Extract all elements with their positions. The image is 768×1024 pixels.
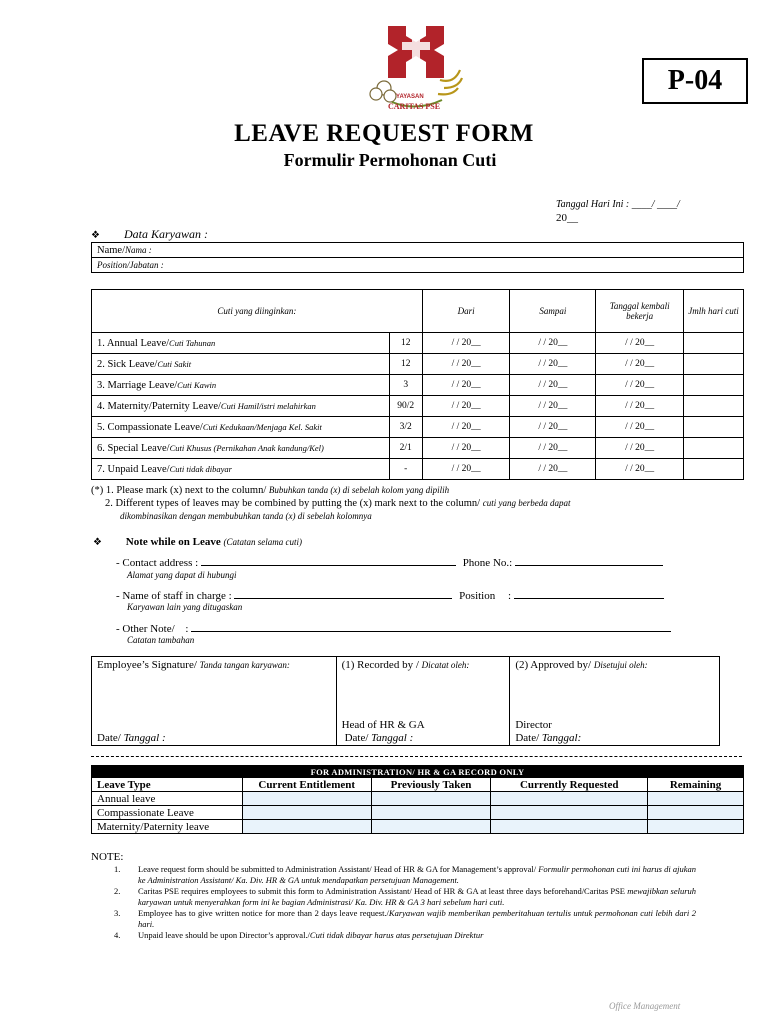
recorded-date-label: Date/ — [344, 732, 369, 744]
leave-type-id: Cuti Tahunan — [169, 337, 216, 348]
to-date-cell[interactable]: / / 20__ — [510, 417, 596, 438]
approved-by-label-id: Disetujui oleh: — [593, 660, 648, 670]
return-date-cell[interactable]: / / 20__ — [596, 375, 684, 396]
employee-section-label: Data Karyawan : — [124, 227, 208, 241]
employee-date-label-id: Tanggal : — [123, 732, 166, 744]
notes-list — [114, 864, 696, 941]
from-date-cell[interactable]: / / 20__ — [422, 459, 510, 480]
admin-row-label: Annual leave — [92, 792, 243, 806]
leave-type-label — [92, 354, 390, 375]
other-note-colon: : — [185, 623, 189, 635]
return-date-cell[interactable]: / / 20__ — [596, 459, 684, 480]
note-while-on-leave-heading — [93, 536, 302, 548]
note-text: Leave request form should be submitted to Administration Assistant/ Head of HR & GA for Management’s approval/ — [138, 864, 539, 874]
notes-title: NOTE: — [91, 851, 124, 863]
approved-date-label-id: Tanggal: — [541, 732, 582, 744]
contact-address-input[interactable] — [201, 555, 456, 566]
approved-by-box[interactable] — [510, 657, 720, 746]
instruction-2-id: cuti yang berbeda dapat — [482, 498, 571, 508]
position-field[interactable] — [92, 258, 744, 273]
leave-quota: 2/1 — [389, 438, 422, 459]
leave-type-en: 1. Annual Leave/ — [97, 337, 170, 349]
leave-type-id: Cuti Hamil/istri melahirkan — [220, 400, 316, 411]
phone-label: Phone No.: — [462, 557, 513, 569]
note-text: Unpaid leave should be upon Director’s approval./ — [138, 930, 310, 940]
position-colon: : — [508, 590, 512, 602]
header-return: Tanggal kembali bekerja — [596, 290, 684, 333]
list-item — [114, 886, 696, 907]
to-date-cell[interactable]: / / 20__ — [510, 459, 596, 480]
header-from: Dari — [422, 290, 510, 333]
signature-table — [91, 656, 720, 746]
leave-quota: - — [389, 459, 422, 480]
list-item — [114, 930, 696, 941]
logo-text-top: YAYASAN — [396, 94, 424, 100]
days-cell[interactable] — [684, 333, 744, 354]
admin-header-currently-requested: Currently Requested — [491, 778, 648, 792]
marking-instructions — [91, 484, 751, 523]
list-item — [114, 864, 696, 885]
employee-signature-box[interactable] — [92, 657, 337, 746]
remaining-cell[interactable] — [648, 820, 744, 834]
form-code-box: P-04 — [642, 58, 748, 104]
admin-row-label: Compassionate Leave — [92, 806, 243, 820]
leave-type-label — [92, 333, 390, 354]
from-date-cell[interactable]: / / 20__ — [422, 333, 510, 354]
table-row — [92, 375, 744, 396]
table-row — [92, 438, 744, 459]
instruction-2: 2. Different types of leaves may be combined by putting the (x) mark next to the column/ — [105, 498, 481, 509]
employee-signature-label: Employee’s Signature/ — [97, 659, 197, 671]
table-row — [92, 820, 744, 834]
from-date-cell[interactable]: / / 20__ — [422, 417, 510, 438]
from-date-cell[interactable]: / / 20__ — [422, 396, 510, 417]
entitlement-cell[interactable] — [242, 820, 371, 834]
leave-type-en: 2. Sick Leave/ — [97, 358, 158, 370]
admin-header-leave-type: Leave Type — [92, 778, 243, 792]
other-note-sub: Catatan tambahan — [127, 635, 195, 645]
staff-in-charge-row — [116, 588, 664, 602]
admin-banner: FOR ADMINISTRATION/ HR & GA RECORD ONLY — [92, 766, 744, 778]
to-date-cell[interactable]: / / 20__ — [510, 438, 596, 459]
table-row — [92, 396, 744, 417]
note-number: 1. — [114, 864, 121, 874]
employee-signature-label-id: Tanda tangan karyawan: — [199, 660, 290, 670]
admin-row-label: Maternity/Paternity leave — [92, 820, 243, 834]
admin-record-table — [91, 765, 744, 834]
leave-table-header — [92, 290, 744, 333]
table-row — [92, 354, 744, 375]
header-days: Jmlh hari cuti — [684, 290, 744, 333]
note-while-title: Note while on Leave — [125, 536, 221, 548]
leave-quota: 90/2 — [389, 396, 422, 417]
currently-requested-cell[interactable] — [491, 792, 648, 806]
approved-by-label: (2) Approved by/ — [515, 659, 592, 671]
recorded-by-box[interactable] — [336, 657, 510, 746]
note-text-id: Karyawan wajib memberikan pemberitahuan tertulis untuk permohonan cuti lebih dari 2 hari. — [138, 908, 697, 929]
return-date-cell[interactable]: / / 20__ — [596, 354, 684, 375]
to-date-cell[interactable]: / / 20__ — [510, 354, 596, 375]
date-today-year[interactable]: 20__ — [556, 212, 578, 224]
note-number: 2. — [114, 886, 121, 896]
staff-in-charge-input[interactable] — [234, 588, 452, 599]
cut-line-divider — [91, 756, 742, 757]
note-while-title-id: (Catatan selama cuti) — [223, 537, 303, 547]
other-note-label: - Other Note/ — [116, 623, 175, 635]
leave-type-label — [92, 459, 390, 480]
other-note-row — [116, 621, 671, 635]
currently-requested-cell[interactable] — [491, 806, 648, 820]
admin-header-remaining: Remaining — [648, 778, 744, 792]
caritas-logo — [362, 22, 470, 122]
phone-input[interactable] — [515, 555, 663, 566]
remaining-cell[interactable] — [648, 792, 744, 806]
recorded-by-label: (1) Recorded by / — [341, 659, 419, 671]
note-number: 4. — [114, 930, 121, 940]
employee-section-heading — [91, 227, 208, 242]
other-note-input[interactable] — [191, 621, 671, 632]
position-label: Position/Jabatan : — [97, 259, 164, 270]
employee-date-label: Date/ — [97, 732, 121, 744]
instruction-1-id: Bubuhkan tanda (x) di sebelah kolom yang dipilih — [268, 485, 450, 495]
leave-type-label — [92, 375, 390, 396]
leave-type-label — [92, 417, 390, 438]
name-field[interactable] — [92, 243, 744, 258]
leave-quota: 12 — [389, 354, 422, 375]
header-to: Sampai — [510, 290, 596, 333]
entitlement-cell[interactable] — [242, 792, 371, 806]
previously-taken-cell[interactable] — [371, 806, 491, 820]
days-cell[interactable] — [684, 438, 744, 459]
page-title: LEAVE REQUEST FORM — [234, 120, 534, 147]
days-cell[interactable] — [684, 459, 744, 480]
leave-type-en: 5. Compassionate Leave/ — [97, 421, 203, 433]
leave-type-id: Cuti Khusus (Pernikahan Anak kandung/Kel) — [169, 442, 324, 453]
from-date-cell[interactable]: / / 20__ — [422, 375, 510, 396]
to-date-cell[interactable]: / / 20__ — [510, 375, 596, 396]
leave-type-id: Cuti Kawin — [177, 379, 217, 390]
name-label-id: Nama : — [125, 244, 152, 255]
leave-type-label — [92, 438, 390, 459]
table-row — [92, 459, 744, 480]
instruction-1: (*) 1. Please mark (x) next to the column/ — [91, 485, 267, 496]
note-text-id: Cuti tidak dibayar harus atas persetujuan Direktur — [309, 930, 484, 940]
admin-header-entitlement: Current Entitlement — [242, 778, 371, 792]
footer-label: Office Management — [609, 1001, 681, 1011]
leave-type-en: 3. Marriage Leave/ — [97, 379, 178, 391]
previously-taken-cell[interactable] — [371, 792, 491, 806]
note-text-id: Formulir permohonan cuti ini harus di ajukan ke Administration Assistant/ Ka. Div. HR & GA untuk mendapatkan persetujuan Management. — [138, 864, 696, 885]
leave-quota: 3/2 — [389, 417, 422, 438]
employee-data-box — [91, 242, 744, 273]
leave-type-en: 7. Unpaid Leave/ — [97, 463, 170, 475]
table-row — [92, 792, 744, 806]
approved-date-label: Date/ — [515, 732, 540, 744]
contact-address-sub: Alamat yang dapat di hubungi — [127, 570, 237, 580]
to-date-cell[interactable]: / / 20__ — [510, 333, 596, 354]
recorded-date-label-id: Tanggal : — [371, 732, 414, 744]
header-leave-type: Cuti yang diinginkan: — [92, 290, 423, 333]
note-number: 3. — [114, 908, 121, 918]
admin-header-previously-taken: Previously Taken — [371, 778, 491, 792]
note-text-id: mewajibkan seluruh karyawan untuk menyerahkan form ini ke bagian Administrasi/ Ka. Div. HR & GA 3 hari sebelum hari cuti. — [138, 886, 697, 907]
staff-in-charge-label: - Name of staff in charge : — [116, 590, 232, 602]
remaining-cell[interactable] — [648, 806, 744, 820]
days-cell[interactable] — [684, 375, 744, 396]
diamond-bullet-icon: ❖ — [91, 230, 100, 241]
return-date-cell[interactable]: / / 20__ — [596, 333, 684, 354]
date-today-label[interactable]: Tanggal Hari Ini : ____/ ____/ — [556, 199, 680, 210]
position-label: Position — [459, 590, 496, 602]
staff-in-charge-sub: Karyawan lain yang ditugaskan — [127, 602, 243, 612]
list-item — [114, 908, 696, 929]
leave-type-id: Cuti Sakit — [157, 358, 192, 369]
days-cell[interactable] — [684, 396, 744, 417]
admin-table-header — [92, 778, 744, 792]
return-date-cell[interactable]: / / 20__ — [596, 396, 684, 417]
currently-requested-cell[interactable] — [491, 820, 648, 834]
note-text: Caritas PSE requires employees to submit this form to Administration Assistant/ Head of HR & GA at least three days beforehand/Caritas PSE — [138, 886, 628, 896]
from-date-cell[interactable]: / / 20__ — [422, 354, 510, 375]
page-subtitle: Formulir Permohonan Cuti — [283, 150, 497, 170]
leave-type-en: 6. Special Leave/ — [97, 442, 170, 454]
leave-quota: 3 — [389, 375, 422, 396]
entitlement-cell[interactable] — [242, 806, 371, 820]
leave-type-id: Cuti Kedukaan/Menjaga Kel. Sakit — [202, 421, 322, 432]
approved-by-role: Director — [515, 719, 552, 731]
table-row — [92, 333, 744, 354]
logo-text-bottom: CARITAS PSE — [388, 102, 441, 111]
days-cell[interactable] — [684, 354, 744, 375]
diamond-bullet-icon: ❖ — [93, 537, 102, 548]
table-row — [92, 806, 744, 820]
leave-type-label — [92, 396, 390, 417]
position-input[interactable] — [514, 588, 664, 599]
contact-address-row — [116, 555, 663, 569]
previously-taken-cell[interactable] — [371, 820, 491, 834]
from-date-cell[interactable]: / / 20__ — [422, 438, 510, 459]
name-label: Name/ — [97, 244, 125, 256]
return-date-cell[interactable]: / / 20__ — [596, 438, 684, 459]
instruction-2-id-cont: dikombinasikan dengan membubuhkan tanda (x) di sebelah kolomnya — [120, 511, 372, 521]
contact-address-label: - Contact address : — [116, 557, 199, 569]
leave-type-id: Cuti tidak dibayar — [169, 463, 232, 474]
table-row — [92, 417, 744, 438]
return-date-cell[interactable]: / / 20__ — [596, 417, 684, 438]
leave-quota: 12 — [389, 333, 422, 354]
leave-type-en: 4. Maternity/Paternity Leave/ — [97, 400, 221, 412]
recorded-by-role: Head of HR & GA — [341, 719, 425, 731]
to-date-cell[interactable]: / / 20__ — [510, 396, 596, 417]
note-text: Employee has to give written notice for more than 2 days leave request./ — [138, 908, 389, 918]
recorded-by-label-id: Dicatat oleh: — [421, 660, 470, 670]
leave-type-table — [91, 289, 744, 480]
days-cell[interactable] — [684, 417, 744, 438]
